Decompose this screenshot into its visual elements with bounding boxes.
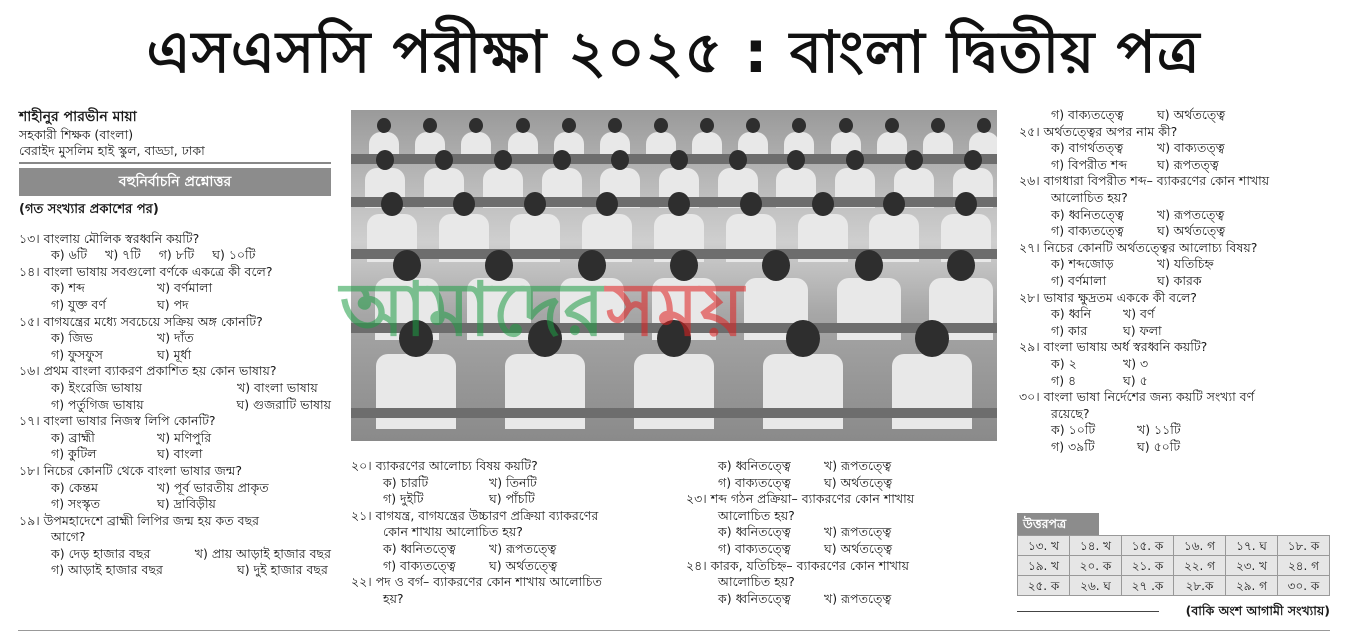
question-item [1019,389,1334,455]
option: খ) রূপতত্ত্বে [1157,206,1225,222]
option: ক) ধ্বনিতত্ত্বে [718,458,791,473]
student-head [654,118,668,133]
option: ক) ধ্বনিতত্ত্বে [1051,206,1124,222]
column-4 [1019,107,1334,455]
question-text: ১৯। উপমহাদেশে ব্রাহ্মী লিপির জন্ম হয় কত বছর [19,512,260,528]
option: ঘ) অর্থতত্ত্বে [824,540,893,556]
question-text: ১৮। নিচের কোনটি থেকে বাংলা ভাষার জন্ম? [19,462,242,478]
student-head [746,118,760,133]
option-row [686,475,1001,492]
option-row [1019,273,1334,290]
student-head [964,150,982,170]
option: খ) ১১টি [1137,422,1181,438]
option: ঘ) কারক [1157,272,1202,288]
student-head [846,150,864,170]
option: গ) ৪ [1051,372,1077,388]
option: গ) বিপরীত শব্দ [1051,156,1128,172]
student-head [839,118,853,133]
option: গ) বাক্যতত্ত্বে [718,474,791,490]
option: ঘ) গুজরাটি ভাষায় [236,396,331,412]
answer-cell: ১৮. ক [1278,536,1330,556]
question-text-continued: আলোচিত হয়? [1051,189,1128,205]
question-text-continued: আগে? [51,529,86,545]
page-headline: এসএসসি পরীক্ষা ২০২৫ : বাংলা দ্বিতীয় পত্র [146,18,1201,86]
continued-note: (বাকি অংশ আগামী সংখ্যায়) [1017,602,1330,620]
option: ক) শব্দজোড় [1051,256,1114,272]
question-text: ২২। পদ ও বর্গ– ব্যাকরণের কোন শাখায় আলোচিত [351,574,602,590]
question-text: ২৫। অর্থতত্ত্বের অপর নাম কী? [1019,123,1178,139]
student-head [562,118,576,133]
watermark-logo: আমাদেরসময় [340,267,746,353]
option: ক) ব্রাহ্মী [51,429,95,445]
option-row [19,347,331,364]
question-item [1019,240,1334,290]
student-head [453,192,475,216]
question-text: ২০। ব্যাকরণের আলোচ্য বিষয় কয়টি? [351,458,538,473]
option: ঘ) পদ [157,296,189,312]
option: গ) সংস্কৃত [51,496,101,512]
option-row [1019,356,1334,373]
answer-cell: ১৭. ঘ [1226,536,1278,556]
option-row [1019,207,1334,224]
question-text: ২৩। শব্দ গঠন প্রক্রিয়া– ব্যাকরণের কোন শাখায় [686,491,915,507]
option: খ) ৩ [1123,355,1149,371]
student-head [494,150,512,170]
option: গ) আড়াই হাজার বছর [51,562,163,578]
question-item [19,264,331,314]
answer-cell: ১৫. ক [1122,536,1174,556]
author-title: সহকারী শিক্ষক (বাংলা) [19,127,134,142]
option: ঘ) অর্থতত্ত্বে [1157,107,1226,122]
option-row [19,446,331,463]
option-row [686,541,1001,558]
option: ক) ৬টি [51,247,88,263]
question-list [351,458,671,607]
option: খ) বাংলা ভাষায় [237,379,318,395]
question-item [19,363,331,413]
answer-cell: ১৬. গ [1174,536,1226,556]
option: গ) কার [1051,322,1088,338]
desk-row [351,408,997,418]
answer-sheet [1017,513,1330,596]
answer-cell: ১৩. খ [1018,536,1070,556]
question-text: ১৭। বাংলা ভাষার নিজস্ব লিপি কোনটি? [19,413,216,429]
question-text: ২৬। বাগধারা বিপরীত শব্দ– ব্যাকরণের কোন শাখায় [1019,173,1270,189]
option-row [351,475,671,492]
option: খ) মণিপুরি [157,429,212,445]
option: ক) ১০টি [1051,422,1096,438]
question-item [1019,107,1334,124]
author-name: শাহীনুর পারভীন মায়া [19,109,137,125]
student-head [931,118,945,133]
answer-cell: ২৫. ক [1018,576,1070,596]
option-row [1019,140,1334,157]
option-row [19,397,331,414]
question-text: ১৬। প্রথম বাংলা ব্যাকরণ প্রকাশিত হয় কোন ভাষায়? [19,363,277,379]
option-row [1019,373,1334,390]
option-row [1019,323,1334,340]
answer-cell: ২৩. খ [1226,556,1278,576]
answer-cell: ২১. ক [1122,556,1174,576]
option-row [19,430,331,447]
option: গ) বাক্যতত্ত্বে [1051,223,1124,239]
option: ক) শব্দ [51,280,85,296]
option: ক) দেড় হাজার বছর [51,545,151,561]
divider [1017,611,1159,612]
option: খ) বাক্যতত্ত্ব [1157,140,1225,156]
option: ক) ধ্বনিতত্ত্বে [718,524,791,540]
option: ঘ) রূপতত্ত্ব [1157,156,1219,172]
student-head [885,118,899,133]
divider [18,630,1330,631]
question-text: ২৯। বাংলা ভাষায় অর্ধ স্বরধ্বনি কয়টি? [1019,339,1208,355]
option: ঘ) ফলা [1123,322,1162,338]
student-head [611,150,629,170]
student-head [955,192,977,216]
question-list [686,458,1001,607]
option-row [1019,439,1334,456]
question-text-continued: আলোচিত হয়? [718,574,795,590]
option: ঘ) অর্থতত্ত্বে [489,557,558,573]
option: গ) পর্তুগিজ ভাষায় [51,396,144,412]
option-row [1019,306,1334,323]
question-text-continued: আলোচিত হয়? [718,507,795,523]
answer-cell: ২২. গ [1174,556,1226,576]
question-item [1019,124,1334,174]
option-row [19,380,331,397]
option: ঘ) দুই হাজার বছর [237,562,328,578]
student-head [423,118,437,133]
answer-sheet-title: উত্তরপত্র [1017,513,1099,535]
question-text-continued: রয়েছে? [1051,405,1090,421]
column-1 [19,108,331,579]
option-row [351,541,671,558]
question-text: ৩০। বাংলা ভাষা নির্দেশের জন্য কয়টি সংখ্যা বর্ণ [1019,389,1255,405]
option-row [19,562,331,579]
option-row [19,480,331,497]
option: খ) রূপতত্ত্বে [824,524,892,540]
option: গ) বাক্যতত্ত্বে [718,540,791,556]
student-head [377,118,391,133]
option-row [1019,107,1334,124]
question-text: ২৭। নিচের কোনটি অর্থতত্ত্বের আলোচ্য বিষয়? [1019,239,1258,255]
option-row [686,591,1001,608]
question-item [686,491,1001,557]
option: গ) বাক্যতত্ত্বে [1051,107,1124,122]
option: গ) বর্ণমালা [1051,272,1107,288]
student-head [883,192,905,216]
answer-cell: ৩০. ক [1278,576,1330,596]
option-row [686,458,1001,475]
option: গ) কুটিল [51,446,97,462]
option: ঘ) দ্রাবিড়ীয় [157,496,216,512]
answer-cell: ২৯. গ [1226,576,1278,596]
option-row [1019,223,1334,240]
option: ক) জিভ [51,330,93,346]
question-text: ২৪। কারক, যতিচিহ্ন– ব্যাকরণের কোন শাখায় [686,557,909,573]
question-text-continued: হয়? [383,590,404,606]
question-item [1019,173,1334,239]
option: খ) ৭টি [105,247,141,263]
option: খ) প্রায় আড়াই হাজার বছর [194,545,331,561]
option-row [19,330,331,347]
student-head [740,192,762,216]
student-head [381,192,403,216]
answer-cell: ২৭ .ক [1122,576,1174,596]
option: ঘ) মূর্ধা [157,346,192,362]
student-head [729,150,747,170]
student-head [608,118,622,133]
question-item [686,458,1001,491]
option: খ) রূপতত্ত্বে [489,540,557,556]
student-head [668,192,690,216]
student-head [553,150,571,170]
option: খ) পূর্ব ভারতীয় প্রাকৃত [157,479,269,495]
option: খ) রূপতত্ত্বে [824,590,892,606]
option: ঘ) ১০টি [212,247,256,263]
option: ঘ) অর্থতত্ত্বে [824,474,893,490]
student-head [792,118,806,133]
student-head [787,150,805,170]
option: ক) চারটি [383,474,429,490]
option: খ) দাঁত [157,330,194,346]
section-heading: বহুনির্বাচনি প্রশ্নোত্তর [19,168,331,196]
option: ঘ) ৫০টি [1137,438,1181,454]
question-text-continued: কোন শাখায় আলোচিত হয়? [383,524,523,540]
question-item [351,458,671,508]
student-head [700,118,714,133]
question-list [1019,107,1334,455]
student-head [812,192,834,216]
answer-cell: ২৪. গ [1278,556,1330,576]
question-text: ১৫। বাগযন্ত্রের মধ্যে সবচেয়ে সক্রিয় অঙ্গ কোনটি? [19,313,263,329]
column-3 [686,458,1001,607]
option: ক) ২ [1051,355,1077,371]
question-item [351,574,671,607]
option: খ) যতিচিহ্ন [1157,256,1214,272]
answer-cell: ১৯. খ [1018,556,1070,576]
option: ঘ) পাঁচটি [489,491,535,507]
option: খ) রূপতত্ত্বে [824,458,892,473]
answer-cell: ১৪. খ [1070,536,1122,556]
question-item [19,413,331,463]
column-2 [351,458,671,607]
question-item [686,558,1001,608]
question-item [1019,339,1334,389]
question-item [1019,290,1334,340]
question-item [351,508,671,574]
option: ক) কেন্তম [51,479,98,495]
option: গ) ৮টি [158,247,195,263]
option: ক) ধ্বনিতত্ত্বে [383,540,456,556]
question-text: ২১। বাগযন্ত্র, বাগযন্ত্রের উচ্চারণ প্রক্রিয়া ব্যাকরণের [351,507,599,523]
option-row [19,297,331,314]
option-row [351,558,671,575]
option: গ) যুক্ত বর্ণ [51,296,106,312]
question-list [19,231,331,579]
option: গ) ৩৯টি [1051,438,1095,454]
option-row [19,247,331,264]
student-head [670,150,688,170]
option-row [1019,256,1334,273]
option: ক) ধ্বনি [1051,306,1092,322]
student-head [977,118,991,133]
answer-cell: ২০. ক [1070,556,1122,576]
option-row [1019,157,1334,174]
student-head [376,150,394,170]
student-head [435,150,453,170]
option-row [19,280,331,297]
option: গ) দুইটি [383,491,424,507]
option: খ) তিনটি [489,474,537,490]
option-row [19,546,331,563]
option-row [1019,422,1334,439]
question-item [19,513,331,579]
option: খ) বর্ণমালা [157,280,213,296]
option: ঘ) ৫ [1123,372,1148,388]
student-head [596,192,618,216]
author-school: বেরাইদ মুসলিম হাই স্কুল, বাড্ডা, ঢাকা [19,143,205,158]
answer-cell: ২৮.ক [1174,576,1226,596]
option: গ) বাক্যতত্ত্বে [383,557,456,573]
question-item [19,231,331,264]
option: ক) ইংরেজি ভাষায় [51,379,142,395]
question-text: ২৮। ভাষার ক্ষুদ্রতম এককে কী বলে? [1019,289,1197,305]
student-head [516,118,530,133]
option-row [686,524,1001,541]
option: ক) বাগর্থতত্ত্ব [1051,140,1124,156]
student-head [469,118,483,133]
student-head [905,150,923,170]
option: ঘ) অর্থতত্ত্বে [1157,223,1226,239]
question-text: ১৩। বাংলায় মৌলিক স্বরধ্বনি কয়টি? [19,230,200,246]
option: গ) ফুসফুস [51,346,103,362]
answer-grid [1017,535,1330,596]
previous-issue-note: (গত সংখ্যার প্রকাশের পর) [19,202,159,217]
question-text: ১৪। বাংলা ভাষায় সবগুলো বর্ণকে একত্রে কী বলে? [19,263,273,279]
student-head [524,192,546,216]
option-row [19,496,331,513]
question-item [19,463,331,513]
option: ঘ) বাংলা [157,446,203,462]
answer-cell: ২৬. ঘ [1070,576,1122,596]
option: ক) ধ্বনিতত্ত্বে [718,590,791,606]
option-row [351,491,671,508]
divider [19,162,331,164]
question-item [19,314,331,364]
option: খ) বর্ণ [1123,306,1155,322]
